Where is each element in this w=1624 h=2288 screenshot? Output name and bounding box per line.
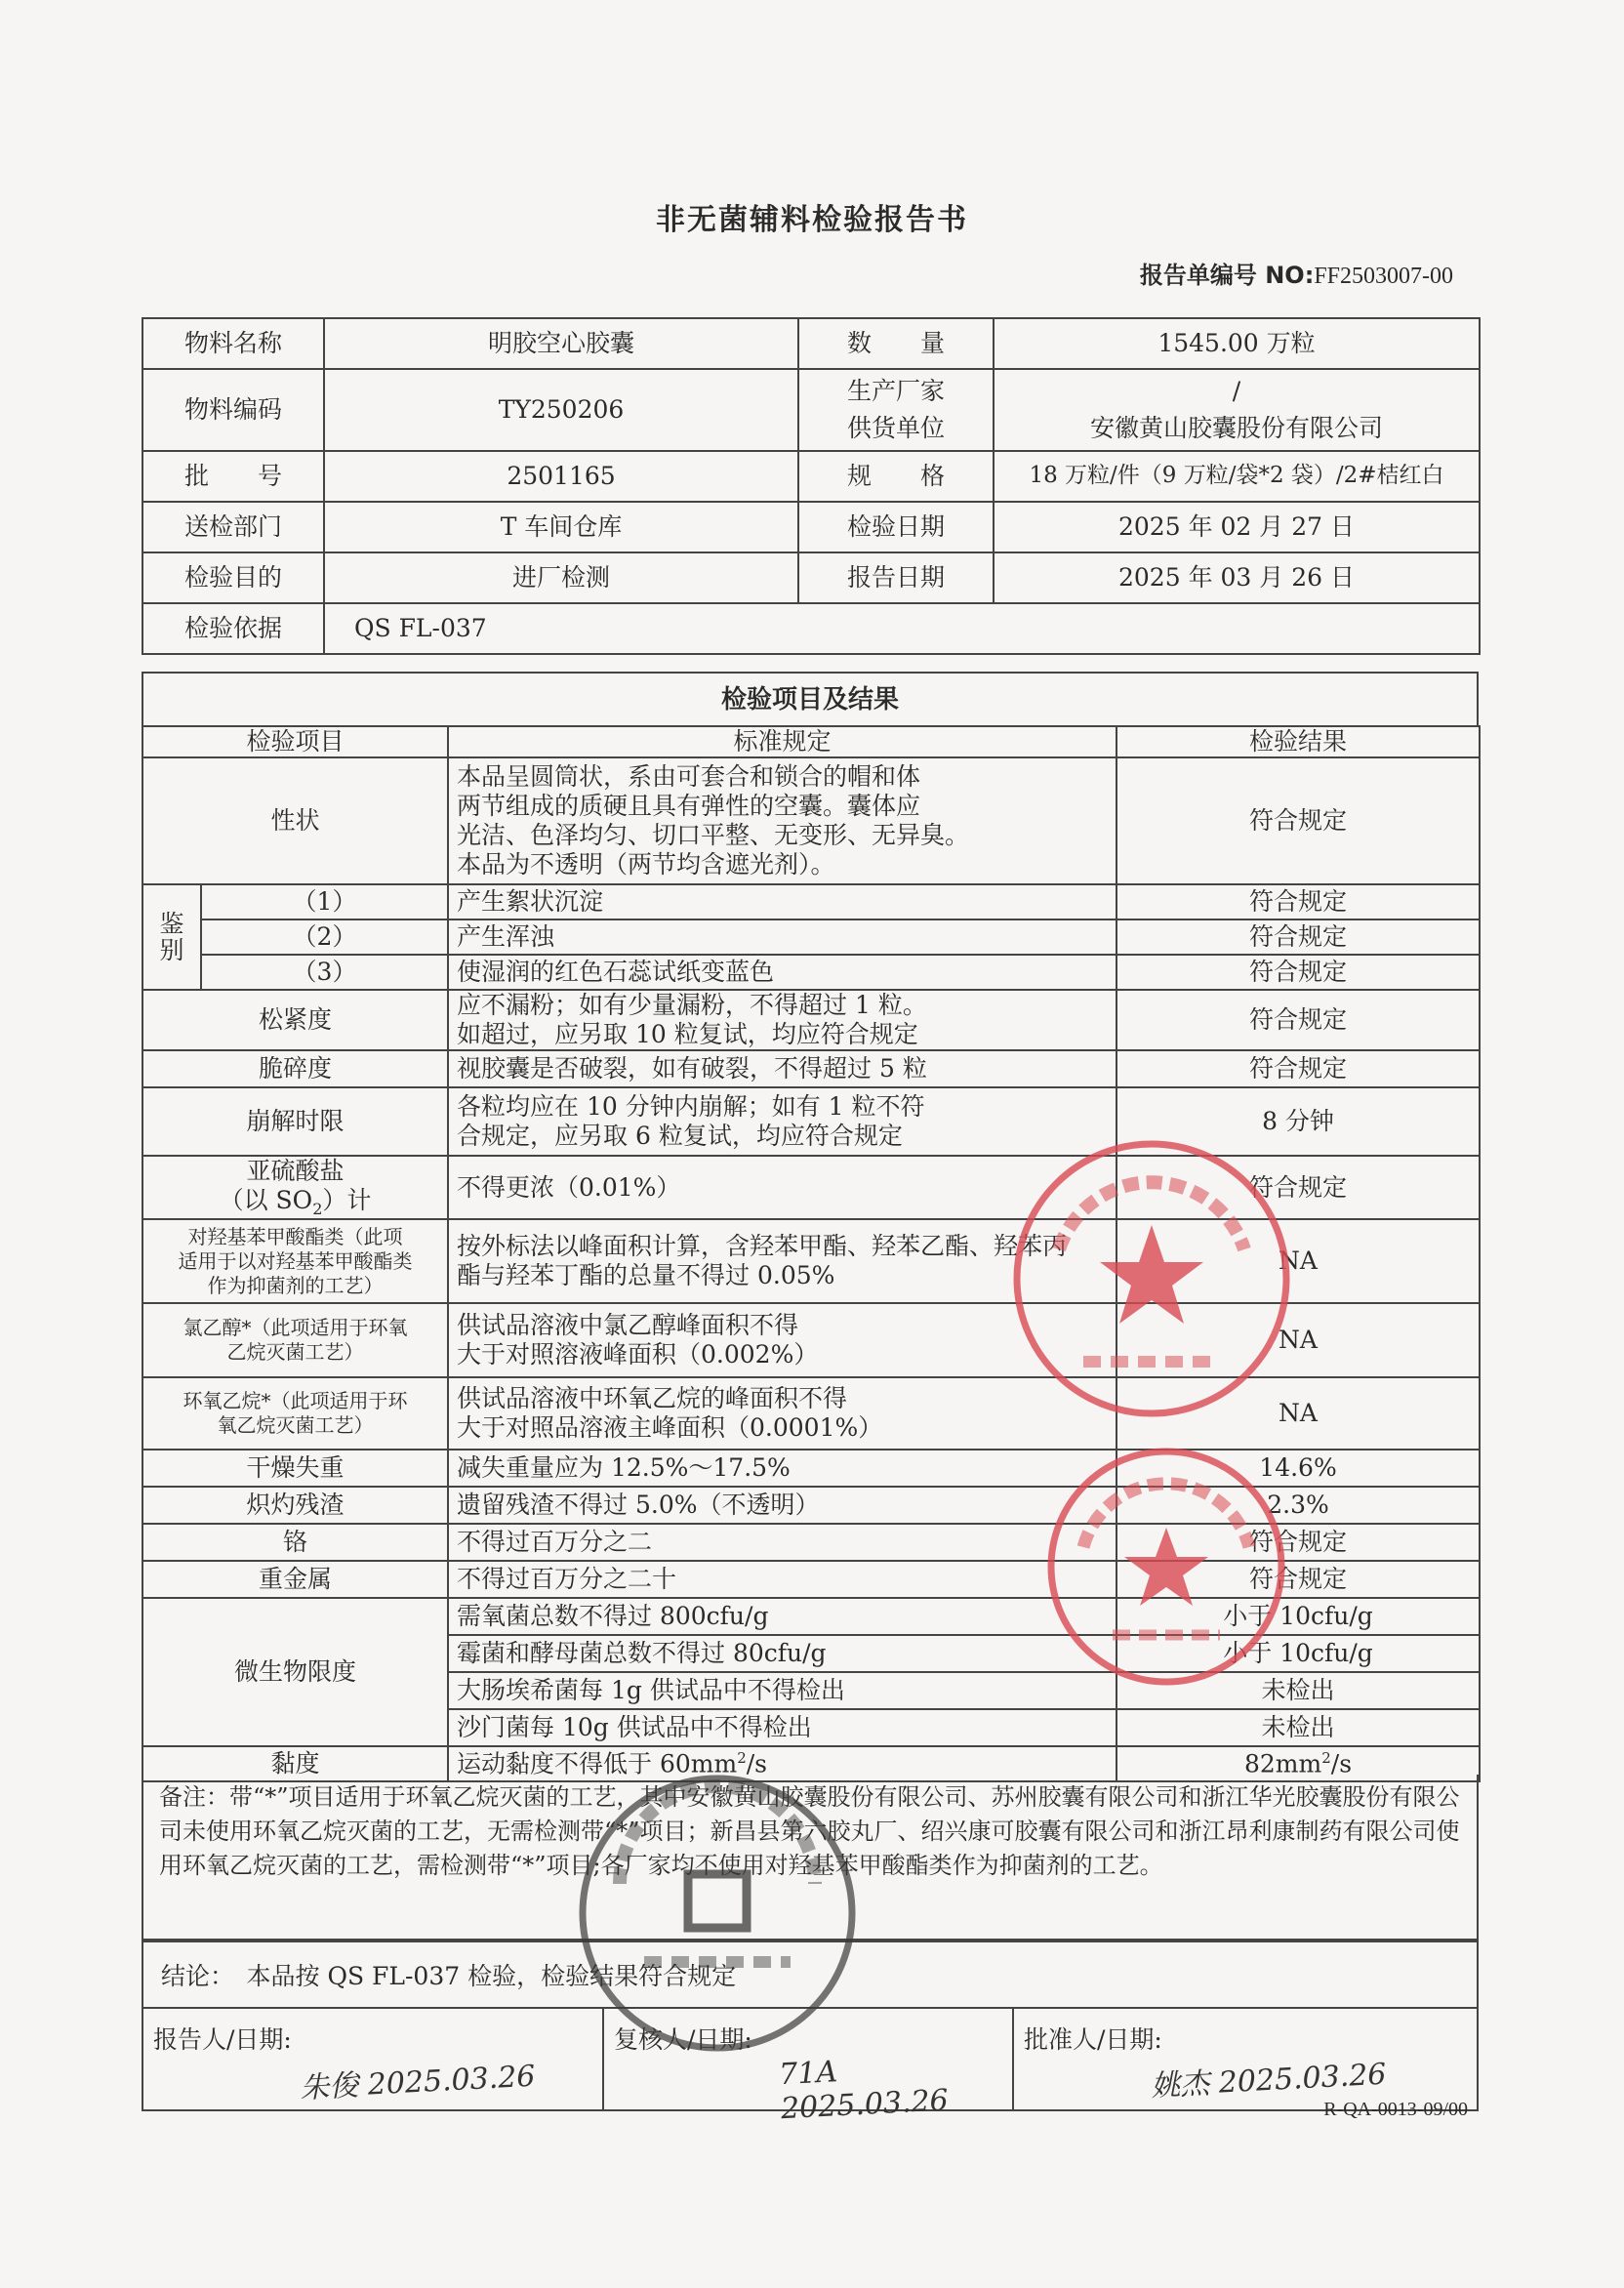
item-parabens [142,1219,448,1303]
purpose: 进厂检测 [324,552,798,603]
std-tightness [448,990,1116,1050]
remark: 备注：带“*”项目适用于环氧乙烷灭菌的工艺，其中安徽黄山胶囊股份有限公司、苏州胶囊有限公司和浙江华光胶囊股份有限公司未使用环氧乙烷灭菌的工艺，无需检测带“*”项目；新昌县第六胶丸厂、绍兴康可胶囊有限公司和浙江昂利康制药有限公司使用环氧乙烷灭菌的工艺，需检测带“*”项目;各厂家均不使用对羟基苯甲酸酯类作为抑菌剂的工艺。 [142,1775,1479,1941]
stamp-yuexing-icon [1005,1132,1298,1425]
result-microbial-2: 小于 10cfu/g [1116,1635,1480,1672]
item-residue: 炽灼残渣 [142,1487,448,1524]
purpose-label: 检验目的 [142,552,324,603]
form-code: R-QA-0013-09/00 [1323,2099,1468,2120]
supplier-label: 供货单位 [846,414,945,442]
col-result-header: 检验结果 [1116,726,1480,757]
result-microbial-4: 未检出 [1116,1709,1480,1746]
result-heavy-metal: 符合规定 [1116,1561,1480,1598]
item-heavy-metal: 重金属 [142,1561,448,1598]
section-title: 检验项目及结果 [142,672,1479,725]
conclusion: 结论： 本品按 QS FL-037 检验，检验结果符合规定 [142,1941,1479,2009]
std-ethylene-oxide-line2: 大于对照品溶液主峰面积（0.0001%） [457,1413,883,1443]
item-chloroethanol-line1: 氯乙醇*（此项适用于环氧 [183,1316,408,1340]
std-viscosity-b: /s [746,1749,767,1778]
batch: 2501165 [324,451,798,502]
std-appearance-line3: 光洁、色泽均匀、切口平整、无变形、无异臭。 [457,821,970,849]
std-viscosity-a: 运动黏度不得低于 60mm [457,1749,738,1778]
std-tightness-line2: 如超过，应另取 10 粒复试，均应符合规定 [457,1020,918,1048]
item-parabens-line3: 作为抑菌剂的工艺） [207,1273,384,1297]
item-sulfite-line2 [149,1186,441,1218]
std-chromium: 不得过百万分之二 [448,1524,1116,1561]
col-item-header: 检验项目 [142,726,448,757]
manufacturer-label: 生产厂家 [846,377,945,405]
item-ethylene-oxide [142,1377,448,1450]
manufacturer-supplier-labels [798,369,994,451]
report-number [1140,256,1453,290]
approver-signature: 姚杰 2025.03.26 [1150,2057,1388,2104]
item-chromium: 铬 [142,1524,448,1561]
test-date: 2025 年 02 月 27 日 [994,502,1480,552]
item-identification [142,884,201,990]
reporter-cell [143,2009,602,2109]
std-ident-2: 产生浑浊 [448,919,1116,955]
result-ethylene-oxide: NA [1116,1377,1480,1450]
result-sulfite: 符合规定 [1116,1156,1480,1219]
item-brittleness: 脆碎度 [142,1050,448,1087]
std-heavy-metal: 不得过百万分之二十 [448,1561,1116,1598]
std-parabens-line2: 酯与羟苯丁酯的总量不得过 0.05% [457,1261,835,1290]
item-chloroethanol-line2: 乙烷灭菌工艺） [226,1340,364,1365]
result-appearance: 符合规定 [1116,757,1480,884]
stamp-pulo-sales-icon [1039,1440,1293,1694]
std-residue: 遗留残渣不得过 5.0%（不透明） [448,1487,1116,1524]
result-viscosity-sup: 2 [1321,1749,1331,1768]
item-parabens-line2: 适用于以对羟基苯甲酸酯类 [178,1248,413,1273]
item-ethylene-oxide-line1: 环氧乙烷*（此项适用于环 [183,1389,408,1413]
std-parabens-line1: 按外标法以峰面积计算，含羟苯甲酯、羟苯乙酯、羟苯丙 [457,1232,1068,1261]
approver-cell [1012,2009,1479,2109]
result-ident-1: 符合规定 [1116,884,1480,919]
spec-label: 规 格 [798,451,994,502]
std-tightness-line1: 应不漏粉；如有少量漏粉，不得超过 1 粒。 [457,991,927,1019]
batch-label: 批 号 [142,451,324,502]
approver-label: 批准人/日期: [1024,2025,1162,2054]
std-loss-drying: 减失重量应为 12.5%～17.5% [448,1450,1116,1487]
spec: 18 万粒/件（9 万粒/袋*2 袋）/2#桔红白 [994,451,1480,502]
item-appearance: 性状 [142,757,448,884]
item-chloroethanol [142,1303,448,1377]
item-sulfite-line2a: （以 SO [219,1186,313,1214]
material-name: 明胶空心胶囊 [324,318,798,369]
item-disintegration: 崩解时限 [142,1087,448,1156]
material-code-label: 物料编码 [142,369,324,451]
stamp-pulo-kangyu-icon [571,1767,864,2060]
reviewer-signature: 71A 2025.03.26 [778,2055,950,2127]
dept-label: 送检部门 [142,502,324,552]
manufacturer-supplier-values [994,369,1480,451]
result-tightness: 符合规定 [1116,990,1480,1050]
ident-3-label: （3） [201,955,448,990]
report-date-label: 报告日期 [798,552,994,603]
std-viscosity-sup: 2 [737,1749,747,1768]
quantity-label: 数 量 [798,318,994,369]
result-microbial-3: 未检出 [1116,1672,1480,1709]
std-chloroethanol-line2: 大于对照溶液峰面积（0.002%） [457,1340,819,1369]
std-appearance-line4: 本品为不透明（两节均含遮光剂）。 [457,850,835,878]
report-title: 非无菌辅料检验报告书 [656,203,968,237]
reviewer-label: 复核人/日期: [614,2025,752,2054]
item-identification-label: 鉴别 [159,909,184,964]
std-microbial-3: 大肠埃希菌每 1g 供试品中不得检出 [448,1672,1116,1709]
result-chromium: 符合规定 [1116,1524,1480,1561]
std-brittleness: 视胶囊是否破裂，如有破裂，不得超过 5 粒 [448,1050,1116,1087]
std-microbial-4: 沙门菌每 10g 供试品中不得检出 [448,1709,1116,1746]
ident-2-label: （2） [201,919,448,955]
std-ident-1: 产生絮状沉淀 [448,884,1116,919]
std-appearance-line1: 本品呈圆筒状，系由可套合和锁合的帽和体 [457,762,921,791]
item-sulfite [142,1156,448,1219]
item-loss-drying: 干燥失重 [142,1450,448,1487]
result-brittleness: 符合规定 [1116,1050,1480,1087]
test-date-label: 检验日期 [798,502,994,552]
dept: T 车间仓库 [324,502,798,552]
result-ident-2: 符合规定 [1116,919,1480,955]
basis: QS FL-037 [324,603,1480,654]
item-sulfite-line1: 亚硫酸盐 [246,1157,345,1185]
supplier: 安徽黄山胶囊股份有限公司 [1089,414,1383,442]
item-ethylene-oxide-line2: 氧乙烷灭菌工艺） [217,1413,374,1438]
manufacturer: / [1232,377,1241,405]
item-viscosity: 黏度 [142,1746,448,1781]
std-ident-3: 使湿润的红色石蕊试纸变蓝色 [448,955,1116,990]
result-loss-drying: 14.6% [1116,1450,1480,1487]
result-residue: 2.3% [1116,1487,1480,1524]
basis-label: 检验依据 [142,603,324,654]
report-number-value: FF2503007-00 [1314,264,1453,289]
std-ethylene-oxide-line1: 供试品溶液中环氧乙烷的峰面积不得 [457,1384,848,1413]
item-tightness: 松紧度 [142,990,448,1050]
ident-1-label: （1） [201,884,448,919]
std-disintegration-line1: 各粒均应在 10 分钟内崩解；如有 1 粒不符 [457,1092,925,1121]
reporter-signature: 朱俊 2025.03.26 [299,2059,537,2106]
report-number-label: 报告单编号 NO: [1139,262,1315,289]
item-sulfite-line2b: ）计 [322,1186,372,1214]
result-viscosity-a: 82mm [1243,1749,1322,1778]
result-chloroethanol: NA [1116,1303,1480,1377]
result-disintegration: 8 分钟 [1116,1087,1480,1156]
result-viscosity-b: /s [1330,1749,1353,1778]
header-info-table [142,317,1481,655]
std-chloroethanol-line1: 供试品溶液中氯乙醇峰面积不得 [457,1311,799,1340]
col-standard-header: 标准规定 [448,726,1116,757]
report-date: 2025 年 03 月 26 日 [994,552,1480,603]
quantity: 1545.00 万粒 [994,318,1480,369]
std-sulfite: 不得更浓（0.01%） [448,1156,1116,1219]
item-sulfite-sub: 2 [312,1200,323,1218]
std-appearance-line2: 两节组成的质硬且具有弹性的空囊。囊体应 [457,792,921,820]
item-microbial: 微生物限度 [142,1598,448,1746]
material-name-label: 物料名称 [142,318,324,369]
std-disintegration-line2: 合规定，应另取 6 粒复试，均应符合规定 [457,1122,903,1150]
std-appearance [448,757,1116,884]
result-ident-3: 符合规定 [1116,955,1480,990]
reporter-label: 报告人/日期: [153,2025,292,2054]
result-microbial-1: 小于 10cfu/g [1116,1598,1480,1635]
result-parabens: NA [1116,1219,1480,1303]
std-microbial-1: 需氧菌总数不得过 800cfu/g [448,1598,1116,1635]
material-code: TY250206 [324,369,798,451]
std-microbial-2: 霉菌和酵母菌总数不得过 80cfu/g [448,1635,1116,1672]
item-parabens-line1: 对羟基苯甲酸酯类（此项 [187,1224,403,1248]
